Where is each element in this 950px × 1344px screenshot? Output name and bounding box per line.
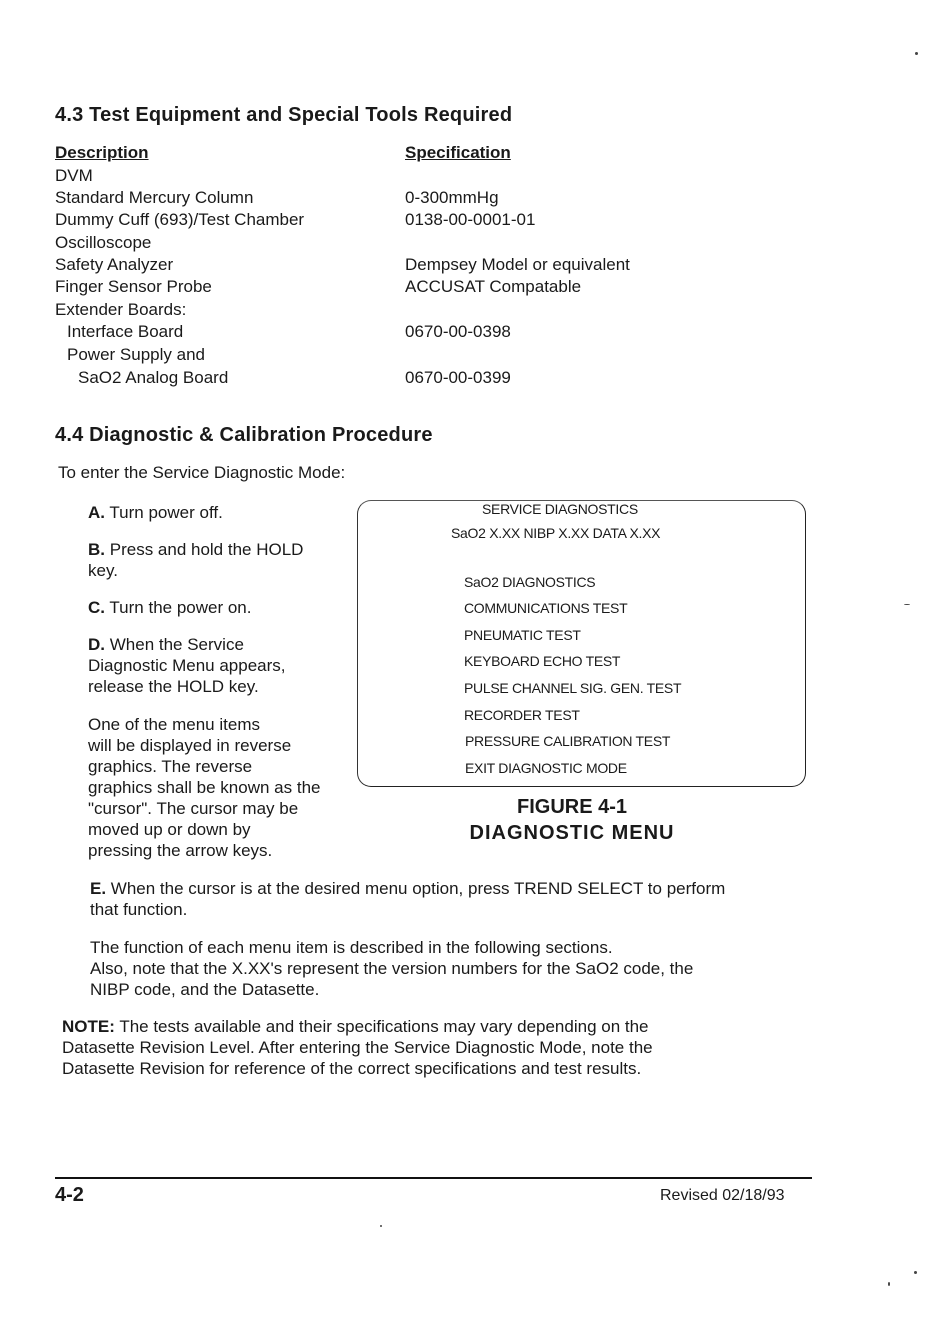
equipment-desc: Safety Analyzer — [55, 255, 174, 274]
equipment-desc: Dummy Cuff (693)/Test Chamber — [55, 210, 305, 229]
step-a-label: A. — [88, 503, 105, 522]
menu-item: KEYBOARD ECHO TEST — [464, 653, 621, 669]
note-paragraph — [62, 1016, 653, 1079]
step-d-label: D. — [88, 635, 105, 654]
step-e-label: E. — [90, 879, 107, 898]
cursor-line: moved up or down by — [88, 820, 251, 839]
equipment-desc: Extender Boards: — [55, 300, 187, 319]
equipment-spec: Dempsey Model or equivalent — [405, 255, 630, 274]
equipment-desc: Oscilloscope — [55, 233, 152, 252]
step-a — [88, 502, 223, 523]
step-d-text-line3: release the HOLD key. — [88, 677, 259, 696]
equipment-desc: Interface Board — [67, 322, 184, 341]
step-c — [88, 597, 251, 618]
note-line: Datasette Revision Level. After entering the Service Diagnostic Mode, note the — [62, 1038, 653, 1057]
cursor-line: "cursor". The cursor may be — [88, 799, 299, 818]
column-header-description: Description — [55, 143, 149, 162]
menu-item: PRESSURE CALIBRATION TEST — [465, 733, 671, 749]
cursor-line: graphics shall be known as the — [88, 778, 321, 797]
menu-item: PNEUMATIC TEST — [464, 627, 581, 643]
scan-speck — [915, 52, 918, 55]
revised-date: Revised 02/18/93 — [660, 1187, 785, 1204]
cursor-paragraph — [88, 714, 320, 861]
cursor-line: pressing the arrow keys. — [88, 841, 273, 860]
section-4-4-title: 4.4 Diagnostic & Calibration Procedure — [55, 424, 433, 446]
menu-item: SaO2 DIAGNOSTICS — [464, 574, 596, 590]
menu-item: RECORDER TEST — [464, 707, 580, 723]
footer-rule — [55, 1177, 812, 1179]
step-d-text-line1: When the Service — [109, 635, 244, 654]
function-line: Also, note that the X.XX's represent the version numbers for the SaO2 code, the — [90, 959, 694, 978]
step-d-text-line2: Diagnostic Menu appears, — [88, 656, 286, 675]
scan-speck — [888, 1282, 890, 1286]
step-b-text-line2: key. — [88, 561, 118, 580]
equipment-spec: ACCUSAT Compatable — [405, 277, 582, 296]
section-4-3-title: 4.3 Test Equipment and Special Tools Required — [55, 104, 513, 126]
equipment-desc: SaO2 Analog Board — [78, 368, 229, 387]
step-c-text: Turn the power on. — [109, 598, 252, 617]
equipment-desc: Standard Mercury Column — [55, 188, 254, 207]
equipment-desc: Power Supply and — [67, 345, 205, 364]
menu-item: COMMUNICATIONS TEST — [464, 600, 628, 616]
equipment-spec: 0-300mmHg — [405, 188, 499, 207]
cursor-line: One of the menu items — [88, 715, 260, 734]
equipment-desc: DVM — [55, 166, 93, 185]
figure-caption-title: DIAGNOSTIC MENU — [469, 822, 675, 844]
equipment-spec: 0670-00-0398 — [405, 322, 511, 341]
note-line: Datasette Revision for reference of the correct specifications and test results. — [62, 1059, 642, 1078]
equipment-spec: 0138-00-0001-01 — [405, 210, 536, 229]
note-line: The tests available and their specifications may vary depending on the — [119, 1017, 649, 1036]
step-e-text-line2: that function. — [90, 900, 188, 919]
scan-speck — [380, 1225, 382, 1227]
step-b-label: B. — [88, 540, 105, 559]
step-b-text-line1: Press and hold the HOLD — [109, 540, 304, 559]
menu-item: PULSE CHANNEL SIG. GEN. TEST — [464, 680, 682, 696]
figure-caption-number: FIGURE 4-1 — [516, 796, 628, 818]
function-line: NIBP code, and the Datasette. — [90, 980, 320, 999]
menu-versions: SaO2 X.XX NIBP X.XX DATA X.XX — [451, 525, 661, 541]
note-label: NOTE: — [62, 1017, 115, 1036]
equipment-desc: Finger Sensor Probe — [55, 277, 212, 296]
diagnostic-menu-box — [357, 500, 806, 787]
function-paragraph — [90, 937, 693, 1000]
scan-speck — [914, 1271, 917, 1274]
step-d — [88, 634, 286, 697]
cursor-line: graphics. The reverse — [88, 757, 253, 776]
menu-title: SERVICE DIAGNOSTICS — [482, 501, 638, 517]
page-number: 4-2 — [55, 1184, 84, 1206]
step-e — [90, 878, 725, 920]
step-b — [88, 539, 303, 581]
scan-speck — [904, 604, 910, 605]
intro-text: To enter the Service Diagnostic Mode: — [58, 463, 346, 482]
step-e-text-line1: When the cursor is at the desired menu option, press TREND SELECT to perform — [110, 879, 726, 898]
cursor-line: will be displayed in reverse — [88, 736, 292, 755]
step-c-label: C. — [88, 598, 105, 617]
menu-item: EXIT DIAGNOSTIC MODE — [465, 760, 627, 776]
equipment-spec: 0670-00-0399 — [405, 368, 511, 387]
step-a-text: Turn power off. — [109, 503, 223, 522]
column-header-specification: Specification — [405, 143, 511, 162]
function-line: The function of each menu item is described in the following sections. — [90, 938, 613, 957]
